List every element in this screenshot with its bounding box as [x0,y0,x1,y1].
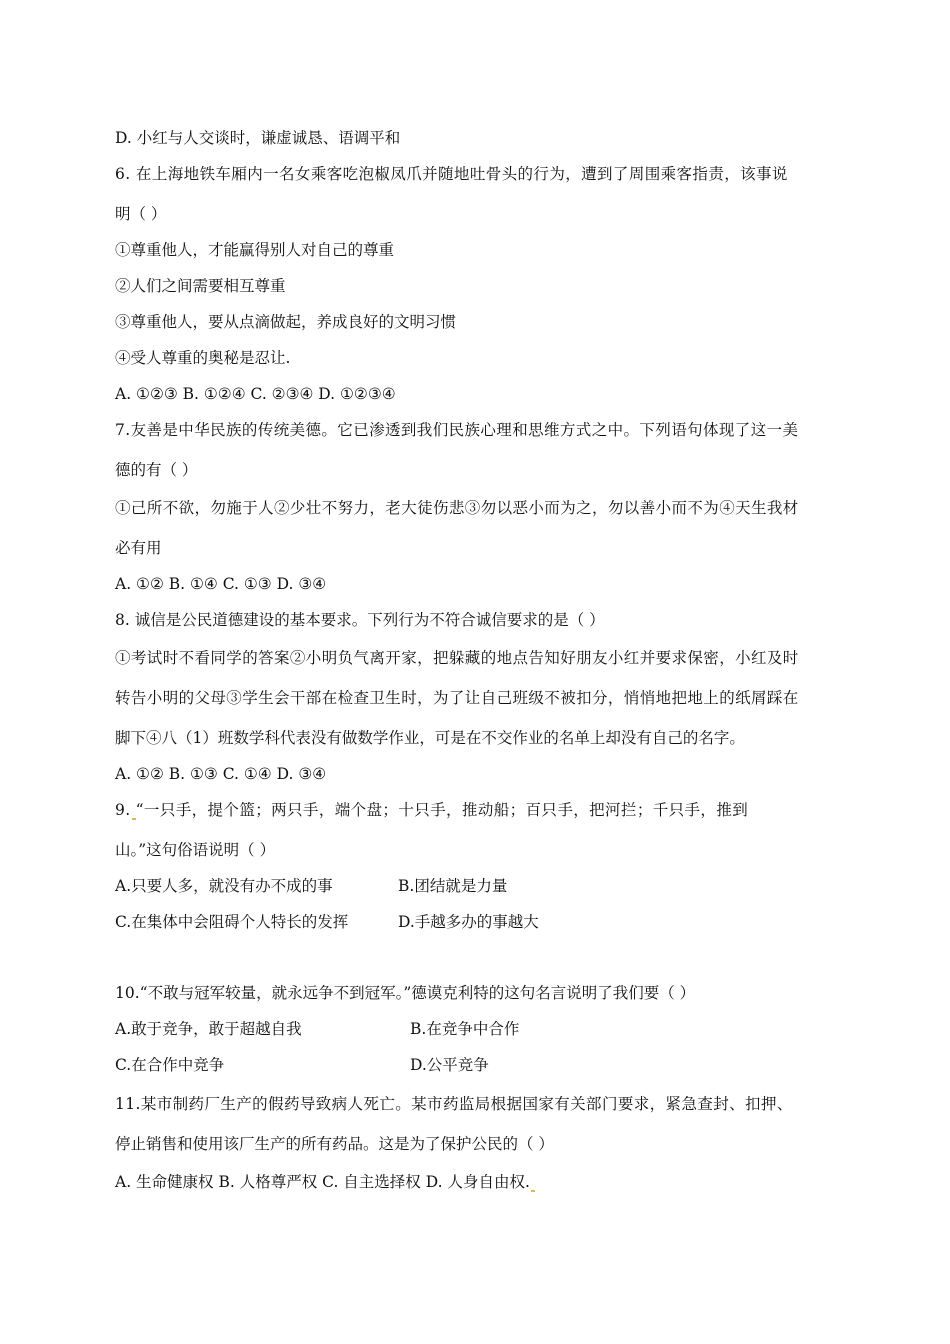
q7-items-line2: 必有用 [115,539,162,557]
q9-stem-line1 [115,800,748,820]
q8-items-line2: 转告小明的父母③学生会干部在检查卫生时，为了让自己班级不被扣分，悄悄地把地上的纸屑踩在 [115,689,799,707]
q7-stem-line2: 德的有（ ） [115,461,198,479]
q8-items-line1: ①考试时不看同学的答案②小明负气离开家，把躲藏的地点告知好朋友小红并要求保密，小红及时 [115,649,799,667]
q9-stem-line2: 山。”这句俗语说明（ ） [115,841,276,859]
q5-option-d: D. 小红与人交谈时，谦虚诚恳、语调平和 [115,129,401,147]
q10-option-c: C.在合作中竞争 [115,1056,225,1074]
q8-items-line3: 脚下④八（1）班数学科代表没有做数学作业，可是在不交作业的名单上却没有自己的名字。 [115,729,745,747]
q7-options: A. ①② B. ①④ C. ①③ D. ③④ [115,575,327,593]
q6-item-1: ①尊重他人，才能赢得别人对自己的尊重 [115,241,395,259]
q6-stem-line1: 6. 在上海地铁车厢内一名女乘客吃泡椒凤爪并随地吐骨头的行为，遭到了周围乘客指责，该事说 [115,165,788,183]
q6-item-4: ④受人尊重的奥秘是忍让. [115,349,291,367]
q9-stem-text: “一只手，提个篮；两只手，端个盘；十只手，推动船；百只手，把河拦；千只手，推到 [135,801,749,819]
q11-stem-line1: 11.某市制药厂生产的假药导致病人死亡。某市药监局根据国家有关部门要求，紧急查封、扣押、 [115,1095,793,1113]
q10-stem: 10.“不敢与冠军较量，就永远争不到冠军。”德谟克利特的这句名言说明了我们要（ ） [115,984,696,1002]
q9-option-a: A.只要人多，就没有办不成的事 [115,877,333,895]
q6-stem-line2: 明（ ） [115,205,167,223]
q9-option-b: B.团结就是力量 [398,877,508,895]
q8-options: A. ①② B. ①③ C. ①④ D. ③④ [115,765,327,783]
q7-stem-line1: 7.友善是中华民族的传统美德。它已渗透到我们民族心理和思维方式之中。下列语句体现了这一美 [115,421,799,439]
q6-item-2: ②人们之间需要相互尊重 [115,277,286,295]
q7-items-line1: ①己所不欲，勿施于人②少壮不努力，老大徒伤悲③勿以恶小而为之，勿以善小而不为④天生我材 [115,499,799,517]
q6-options: A. ①②③ B. ①②④ C. ②③④ D. ①②③④ [115,385,396,403]
q10-option-d: D.公平竞争 [410,1056,489,1074]
q9-option-d: D.手越多办的事越大 [398,913,539,931]
q10-option-a: A.敢于竞争，敢于超越自我 [115,1020,302,1038]
q6-item-3: ③尊重他人，要从点滴做起，养成良好的文明习惯 [115,313,457,331]
q9-option-c: C.在集体中会阻碍个人特长的发挥 [115,913,349,931]
q11-options [115,1172,535,1192]
q11-stem-line2: 停止销售和使用该厂生产的所有药品。这是为了保护公民的（ ） [115,1135,554,1153]
edit-mark [531,1190,535,1192]
q9-number: 9. [115,801,131,819]
q11-options-text: A. 生命健康权 B. 人格尊严权 C. 自主选择权 D. 人身自由权. [115,1173,530,1191]
q10-option-b: B.在竞争中合作 [410,1020,520,1038]
q8-stem: 8. 诚信是公民道德建设的基本要求。下列行为不符合诚信要求的是（ ） [115,611,605,629]
